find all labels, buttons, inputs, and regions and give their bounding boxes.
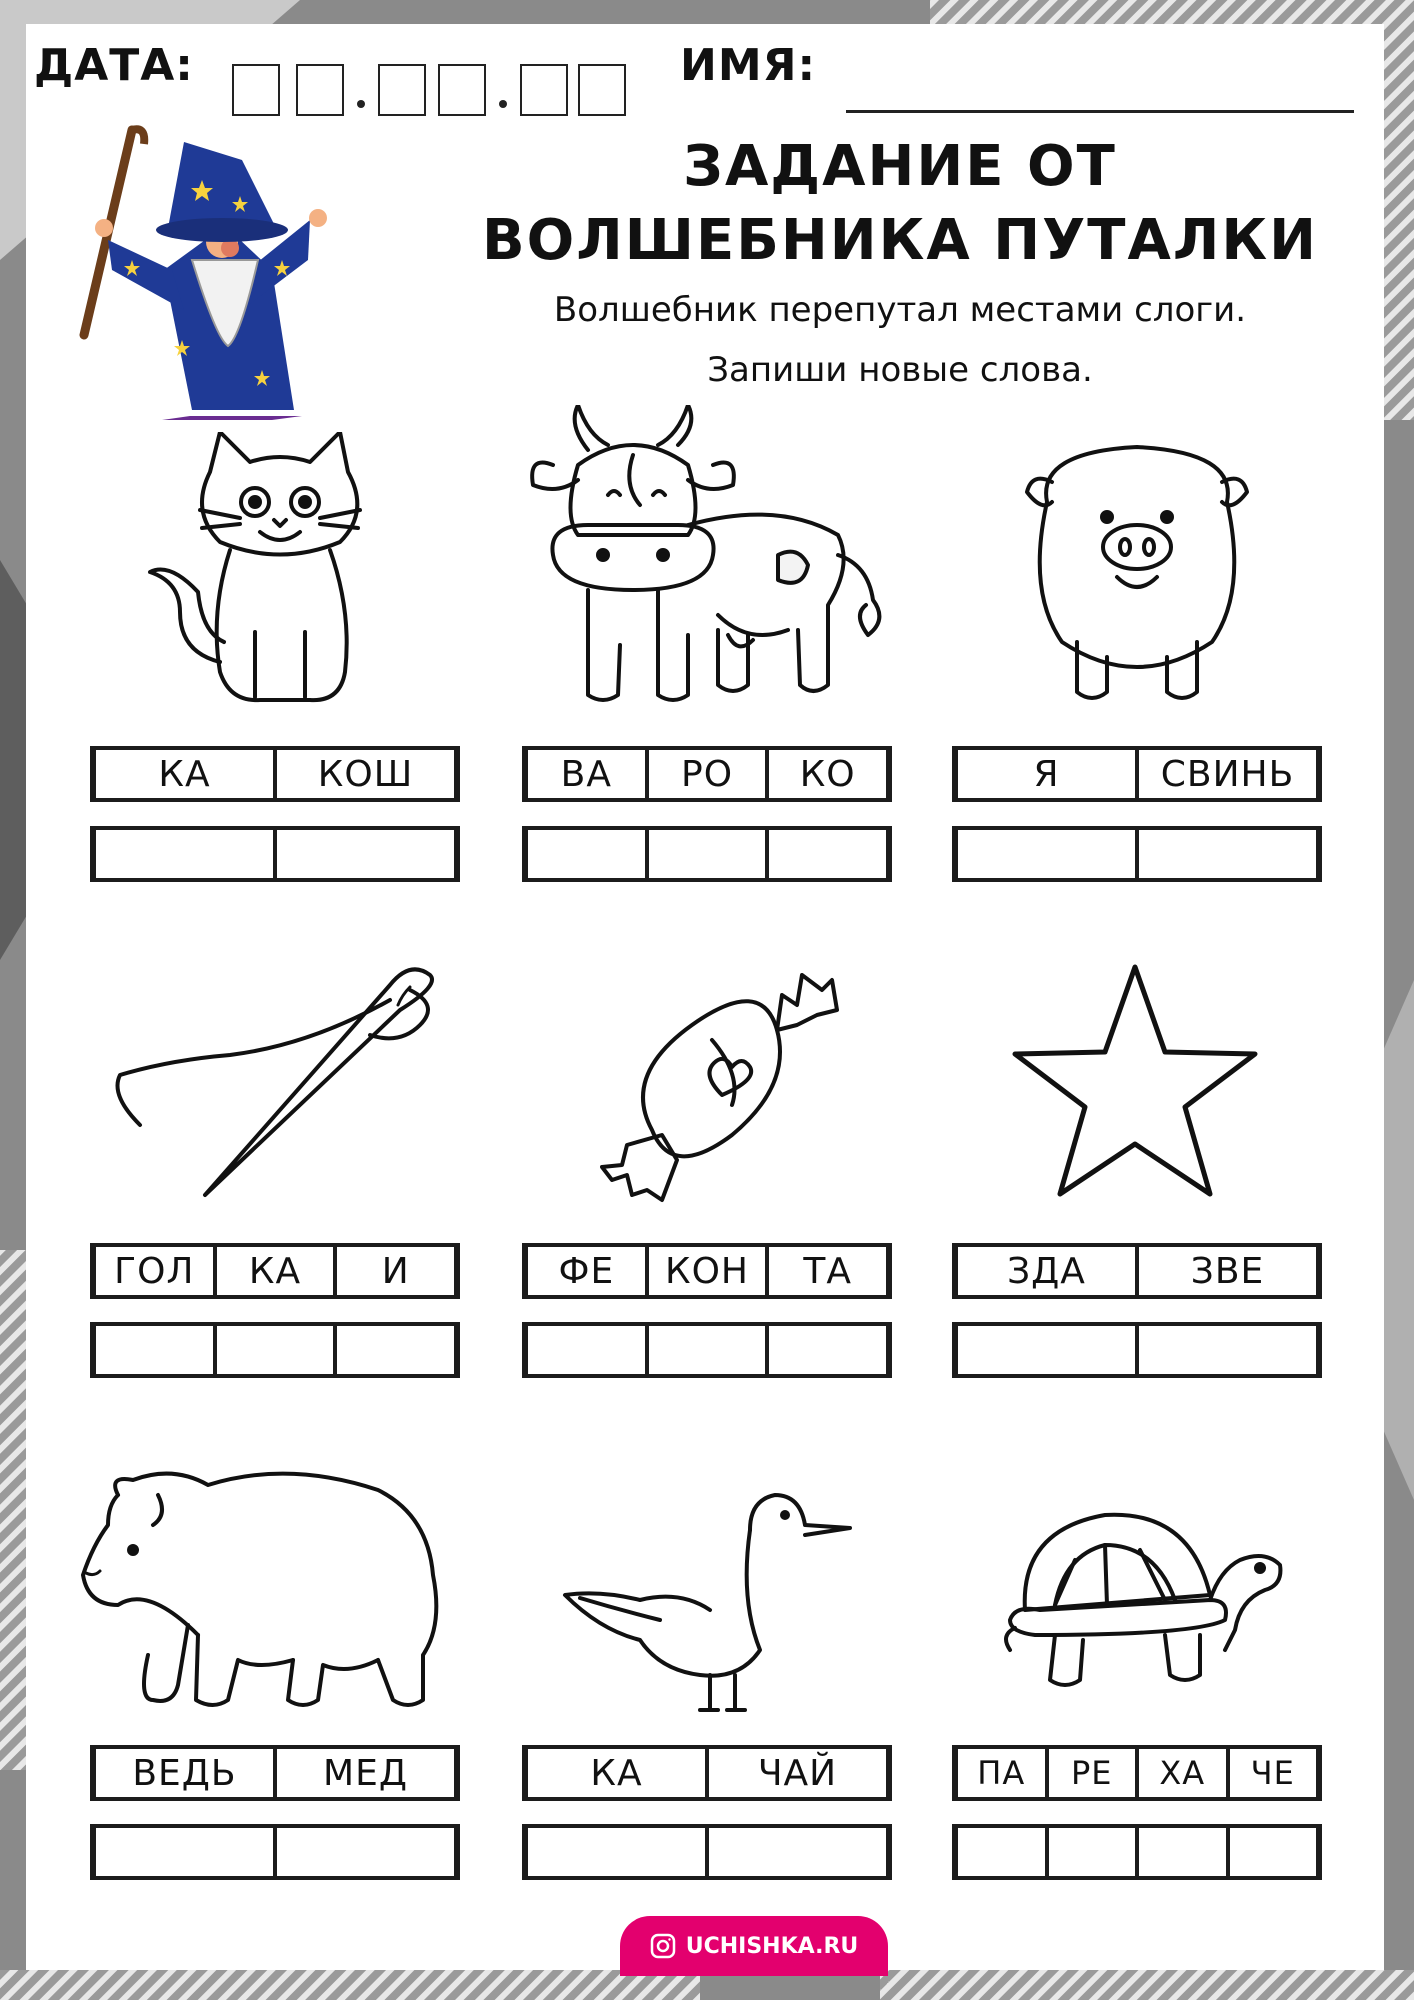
syllable-frame	[90, 1745, 460, 1801]
answer-cell[interactable]	[958, 1828, 1045, 1876]
answer-cell[interactable]	[333, 1326, 454, 1374]
answer-frame[interactable]	[522, 1322, 892, 1378]
answer-frame[interactable]	[952, 1322, 1322, 1378]
answer-cell[interactable]	[1045, 1828, 1136, 1876]
answer-cell[interactable]	[958, 1326, 1135, 1374]
answer-cell[interactable]	[645, 830, 766, 878]
answer-cell[interactable]	[705, 1828, 886, 1876]
syllable-tile: ГОЛ	[114, 1250, 195, 1292]
title-line-1: ЗАДАНИЕ ОТ	[683, 134, 1117, 199]
syllable-tile: ВЕДЬ	[132, 1752, 237, 1794]
syllable-tile: ХА	[1135, 1749, 1226, 1797]
answer-cell[interactable]	[528, 1326, 645, 1374]
answer-cell[interactable]	[958, 830, 1135, 878]
syllable-tile: СВИНЬ	[1135, 750, 1316, 798]
syllable-frame	[952, 746, 1322, 802]
answer-cell[interactable]	[765, 1326, 886, 1374]
answer-frame[interactable]	[90, 1824, 460, 1880]
bear-icon	[78, 1455, 478, 1715]
answer-frame[interactable]	[522, 1824, 892, 1880]
answer-cell[interactable]	[645, 1326, 766, 1374]
answer-cell[interactable]	[213, 1326, 334, 1374]
syllable-tile: КА	[590, 1752, 643, 1794]
syllable-tile: ФЕ	[558, 1250, 615, 1292]
wizard-icon	[72, 120, 392, 420]
syllable-tile: РО	[645, 750, 766, 798]
answer-cell[interactable]	[528, 1828, 705, 1876]
syllable-frame	[952, 1243, 1322, 1299]
date-box-month-2[interactable]	[438, 64, 486, 116]
instruction-line-1: Волшебник перепутал местами слоги.	[553, 290, 1247, 330]
instruction-line-2: Запиши новые слова.	[707, 350, 1093, 390]
seagull-icon	[560, 1490, 860, 1715]
syllable-frame	[522, 1745, 892, 1801]
syllable-tile: ЗВЕ	[1135, 1247, 1316, 1295]
syllable-tile: КО	[765, 750, 886, 798]
answer-cell[interactable]	[765, 830, 886, 878]
candy-icon	[582, 955, 842, 1215]
answer-frame[interactable]	[90, 1322, 460, 1378]
needle-icon	[110, 965, 440, 1205]
syllable-tile: Я	[1033, 753, 1060, 795]
date-box-year-1[interactable]	[520, 64, 568, 116]
answer-cell[interactable]	[96, 1828, 273, 1876]
date-box-day-2[interactable]	[296, 64, 344, 116]
syllable-tile: ЧАЙ	[705, 1749, 886, 1797]
syllable-tile: РЕ	[1045, 1749, 1136, 1797]
answer-frame[interactable]	[952, 1824, 1322, 1880]
date-separator	[499, 100, 507, 108]
syllable-tile: МЕД	[273, 1749, 454, 1797]
answer-cell[interactable]	[96, 1326, 213, 1374]
answer-cell[interactable]	[528, 830, 645, 878]
answer-cell[interactable]	[96, 830, 273, 878]
syllable-tile: КА	[158, 753, 211, 795]
date-box-year-2[interactable]	[578, 64, 626, 116]
star-icon	[1010, 962, 1260, 1202]
syllable-frame	[522, 746, 892, 802]
answer-cell[interactable]	[1135, 830, 1316, 878]
title-line-2: ВОЛШЕБНИКА ПУТАЛКИ	[482, 208, 1318, 273]
date-label: ДАТА:	[34, 40, 194, 91]
answer-cell[interactable]	[1226, 1828, 1317, 1876]
syllable-tile: ЗДА	[1007, 1250, 1086, 1292]
answer-frame[interactable]	[90, 826, 460, 882]
cat-icon	[140, 432, 420, 722]
syllable-tile: ТА	[765, 1247, 886, 1295]
syllable-frame	[952, 1745, 1322, 1801]
instagram-icon	[650, 1933, 676, 1959]
syllable-tile: КА	[213, 1247, 334, 1295]
syllable-tile: И	[333, 1247, 454, 1295]
syllable-frame	[90, 746, 460, 802]
date-box-day-1[interactable]	[232, 64, 280, 116]
answer-cell[interactable]	[1135, 1828, 1226, 1876]
answer-frame[interactable]	[522, 826, 892, 882]
syllable-tile: КОН	[645, 1247, 766, 1295]
syllable-tile: ВА	[560, 753, 612, 795]
footer-link[interactable]: UCHISHKA.RU	[685, 1933, 859, 1959]
syllable-frame	[90, 1243, 460, 1299]
name-field[interactable]	[846, 110, 1354, 113]
answer-frame[interactable]	[952, 826, 1322, 882]
pig-icon	[1022, 442, 1252, 712]
date-separator	[357, 100, 365, 108]
name-label: ИМЯ:	[680, 40, 817, 91]
syllable-frame	[522, 1243, 892, 1299]
date-box-month-1[interactable]	[378, 64, 426, 116]
syllable-tile: ЧЕ	[1226, 1749, 1317, 1797]
cow-icon	[528, 405, 898, 720]
syllable-tile: КОШ	[273, 750, 454, 798]
answer-cell[interactable]	[273, 1828, 454, 1876]
footer-badge[interactable]	[620, 1916, 888, 1976]
answer-cell[interactable]	[273, 830, 454, 878]
answer-cell[interactable]	[1135, 1326, 1316, 1374]
turtle-icon	[995, 1500, 1285, 1700]
syllable-tile: ПА	[977, 1754, 1026, 1792]
